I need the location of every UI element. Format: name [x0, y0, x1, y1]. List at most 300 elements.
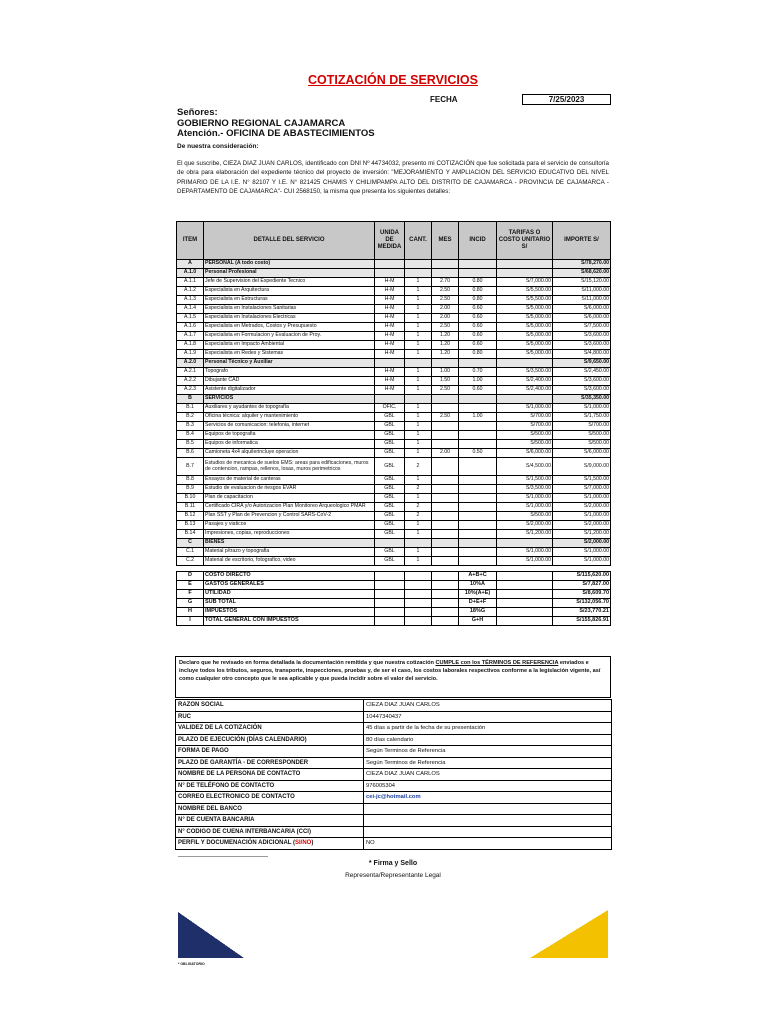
table-cell [459, 485, 497, 494]
table-cell: 1 [405, 476, 432, 485]
info-value: CIEZA DIAZ JUAN CARLOS [364, 700, 612, 712]
table-row [177, 422, 611, 431]
table-cell: S/68,620.00 [553, 269, 611, 278]
table-cell [375, 269, 405, 278]
table-row [177, 386, 611, 395]
intro-paragraph: El que suscribe, CIEZA DIAZ JUAN CARLOS, identificado con DNI Nº 44734032, presento mi COTIZACIÓN que fue solicitada para el servicio de consultoría de obra para elaboración del expediente técnico del proyecto de inversión: "MEJORAMIENTO Y AMPLIACION DEL SERVICIO EDUCATIVO DEL NIVEL PRIMARIO DE LA I.E. N° 82107 Y I.E. N° 821425 CHAMIS Y CHILIMPAMPA ALTO DEL DISTRITO DE CAJAMARCA - PROVINCIA DE CAJAMARCA - DEPARTAMENTO DE CAJAMARCA"- CUI 2568150, la misma que presenta los siguientes detalles: [177, 160, 609, 196]
table-cell: 1.00 [459, 377, 497, 386]
table-cell: S/4,800.00 [553, 350, 611, 359]
table-row [177, 599, 611, 608]
table-cell [432, 503, 459, 512]
table-cell: TOTAL GENERAL CON IMPUESTOS [204, 617, 375, 626]
table-cell [459, 404, 497, 413]
table-cell: 1 [405, 287, 432, 296]
table-cell: Especialista en Formulacion y Evaluacion de Proy. [204, 332, 375, 341]
table-cell [459, 359, 497, 368]
table-cell: S/700.00 [497, 413, 553, 422]
table-cell [459, 530, 497, 539]
table-cell: A.1.1 [177, 278, 204, 287]
table-cell: Camioneta 4x4 alquilerincluye operacion [204, 449, 375, 458]
table-cell: GBL [375, 512, 405, 521]
info-label: N° DE CUENTA BANCARIA [176, 815, 364, 827]
table-cell: S/700.00 [497, 422, 553, 431]
table-cell: S/1,000.00 [497, 557, 553, 566]
table-cell [405, 395, 432, 404]
table-cell: B.11 [177, 503, 204, 512]
table-cell [405, 599, 432, 608]
table-cell [375, 581, 405, 590]
table-cell: S/35,350.00 [553, 395, 611, 404]
table-cell: S/5,000.00 [497, 314, 553, 323]
table-cell: H-M [375, 332, 405, 341]
table-cell: S/1,750.00 [553, 413, 611, 422]
table-cell [375, 599, 405, 608]
table-row [177, 581, 611, 590]
table-cell [459, 503, 497, 512]
table-cell [432, 404, 459, 413]
table-cell: H [177, 608, 204, 617]
table-cell: G [177, 599, 204, 608]
table-cell: Certificado CIRA y/o Autorizacion Plan Monitoreo Arqueologico PMAR [204, 503, 375, 512]
table-cell: 0.50 [459, 449, 497, 458]
table-cell: 1 [405, 440, 432, 449]
table-cell: 0.60 [459, 323, 497, 332]
table-row [177, 260, 611, 269]
table-cell: H-M [375, 305, 405, 314]
table-cell: S/7,000.00 [553, 485, 611, 494]
table-cell [405, 581, 432, 590]
table-cell: Especialista en Metrados, Costos y Presupuesto [204, 323, 375, 332]
table-row [177, 368, 611, 377]
table-cell [405, 539, 432, 548]
table-cell: 1.50 [432, 377, 459, 386]
table-cell: 1 [405, 386, 432, 395]
table-cell: S/1,000.00 [553, 494, 611, 503]
table-cell: 1 [405, 296, 432, 305]
table-cell: Personal Profesional [204, 269, 375, 278]
table-cell [405, 359, 432, 368]
table-cell: S/6,000.00 [553, 305, 611, 314]
table-cell: GBL [375, 422, 405, 431]
table-cell: S/1,000.00 [497, 494, 553, 503]
table-cell: B.7 [177, 458, 204, 476]
table-cell: GASTOS GENERALES [204, 581, 375, 590]
table-cell: Pasajes y viaticos [204, 521, 375, 530]
table-cell: A.1.0 [177, 269, 204, 278]
table-cell: S/2,000.00 [553, 503, 611, 512]
table-cell: GBL [375, 530, 405, 539]
table-cell: S/5,500.00 [497, 287, 553, 296]
info-value: 80 días calendario [364, 734, 612, 746]
table-cell: 0.60 [459, 332, 497, 341]
table-row [177, 377, 611, 386]
table-cell: PERSONAL (A todo costo) [204, 260, 375, 269]
table-cell: S/1,000.00 [497, 404, 553, 413]
table-row [176, 769, 612, 781]
table-row [177, 494, 611, 503]
table-cell: A.1.2 [177, 287, 204, 296]
table-cell: B.13 [177, 521, 204, 530]
table-row [177, 485, 611, 494]
signature-line [178, 856, 268, 857]
fecha-label: FECHA [430, 95, 458, 104]
table-cell: C.2 [177, 557, 204, 566]
table-cell: S/500.00 [497, 440, 553, 449]
table-cell [432, 548, 459, 557]
table-cell: Jefe de Supervision del Expediente Tecnico [204, 278, 375, 287]
table-cell [497, 599, 553, 608]
table-cell: UTILIDAD [204, 590, 375, 599]
table-cell: GBL [375, 548, 405, 557]
table-cell: GBL [375, 521, 405, 530]
table-cell [459, 260, 497, 269]
table-cell [375, 260, 405, 269]
table-row [177, 476, 611, 485]
table-cell [432, 269, 459, 278]
table-cell: S/5,000.00 [497, 323, 553, 332]
table-cell: Equipos de informatica [204, 440, 375, 449]
table-row [176, 700, 612, 712]
table-cell: A.2.1 [177, 368, 204, 377]
table-cell: 0.60 [459, 341, 497, 350]
table-cell: Estudio de evaluacion de riesgos EVAR [204, 485, 375, 494]
table-row [177, 617, 611, 626]
table-row [177, 314, 611, 323]
table-cell: 0.80 [459, 350, 497, 359]
table-row [176, 734, 612, 746]
table-cell: 1 [405, 548, 432, 557]
table-cell: S/2,000.00 [553, 521, 611, 530]
info-label: CORREO ELECTRONICO DE CONTACTO [176, 792, 364, 804]
table-row [177, 269, 611, 278]
table-cell: Oficina técnica: alquiler y mantenimiento [204, 413, 375, 422]
table-cell: GBL [375, 557, 405, 566]
declaration-text-post: enviados e incluye todos los tributos, seguros, transporte, inspecciones, pruebas y, de ser el caso, los costos laborales respectivos conforme a la legislación vigente, así como cualquier otro concepto que le sea aplicable y que pueda incidir sobre el valor del servicio. [179, 660, 601, 683]
table-cell: 2.00 [432, 305, 459, 314]
table-cell: GBL [375, 440, 405, 449]
table-row [177, 548, 611, 557]
table-cell: Personal Técnico y Auxiliar [204, 359, 375, 368]
table-cell: S/5,000.00 [497, 332, 553, 341]
table-cell: GBL [375, 431, 405, 440]
table-cell: S/2,000.00 [497, 521, 553, 530]
table-cell: 1 [405, 530, 432, 539]
table-cell: 1 [405, 368, 432, 377]
info-value [364, 815, 612, 827]
info-value: Según Terminos de Referencia [364, 757, 612, 769]
table-cell: S/1,000.00 [553, 512, 611, 521]
table-cell [405, 608, 432, 617]
table-cell: 10%(A+E) [459, 590, 497, 599]
info-value: cei-jc@hotmail.com [364, 792, 612, 804]
table-cell: Servicios de comunicacion: telefonia, internet [204, 422, 375, 431]
table-cell: 1.00 [432, 368, 459, 377]
table-cell: Ensayos de material de canteras [204, 476, 375, 485]
table-cell: A.1.6 [177, 323, 204, 332]
table-cell: S/2,400.00 [497, 377, 553, 386]
table-cell: 1 [405, 314, 432, 323]
table-cell: C.1 [177, 548, 204, 557]
table-cell: B.3 [177, 422, 204, 431]
info-label: PLAZO DE GARANTÍA - DE CORRESPONDER [176, 757, 364, 769]
table-cell: IMPUESTOS [204, 608, 375, 617]
table-row [177, 590, 611, 599]
table-row [177, 350, 611, 359]
table-cell: 2 [405, 503, 432, 512]
info-label: N° CODIGO DE CUENA INTERBANCARIA (CCI) [176, 826, 364, 838]
table-cell: A.1.8 [177, 341, 204, 350]
table-cell: 1 [405, 278, 432, 287]
table-cell: D [177, 572, 204, 581]
table-cell: 1 [405, 323, 432, 332]
table-cell: S/6,000.00 [553, 314, 611, 323]
table-cell: S/500.00 [553, 440, 611, 449]
table-cell: 0.80 [459, 296, 497, 305]
table-cell [459, 548, 497, 557]
table-row [176, 792, 612, 804]
table-cell [432, 494, 459, 503]
table-cell: H-M [375, 314, 405, 323]
perfil-label-text: PERFIL Y DOCUMENACIÓN ADICIONAL ( [178, 840, 296, 847]
column-header: UNIDA DE MEDIDA [375, 222, 405, 260]
table-cell: Material de escritorio, fotografico, video [204, 557, 375, 566]
table-cell [432, 260, 459, 269]
table-cell: Especialista en Estructuras [204, 296, 375, 305]
table-cell: Asistente digitalizador [204, 386, 375, 395]
table-cell: S/3,600.00 [553, 386, 611, 395]
table-cell: 1 [405, 557, 432, 566]
table-cell: A.2.2 [177, 377, 204, 386]
table-cell: S/1,000.00 [497, 503, 553, 512]
table-cell: 1 [405, 413, 432, 422]
table-cell [432, 485, 459, 494]
table-cell: B.9 [177, 485, 204, 494]
table-cell: S/500.00 [497, 431, 553, 440]
table-cell: 2.50 [432, 386, 459, 395]
table-cell [497, 581, 553, 590]
table-cell: S/7,500.00 [553, 323, 611, 332]
table-cell: 1 [405, 350, 432, 359]
table-cell: H-M [375, 278, 405, 287]
table-cell: B.5 [177, 440, 204, 449]
info-label: RAZON SOCIAL [176, 700, 364, 712]
table-row [176, 803, 612, 815]
table-row [177, 431, 611, 440]
obligatorio-note: * OBLIGATORIO [178, 962, 205, 966]
table-row [177, 287, 611, 296]
column-header: CANT. [405, 222, 432, 260]
table-cell [459, 269, 497, 278]
column-header: ITEM [177, 222, 204, 260]
table-cell: 10%A [459, 581, 497, 590]
table-cell: H-M [375, 323, 405, 332]
info-value: CIEZA DIAZ JUAN CARLOS [364, 769, 612, 781]
table-cell: S/5,000.00 [497, 350, 553, 359]
table-cell: S/4,500.00 [497, 458, 553, 476]
perfil-close: ) [311, 840, 314, 847]
table-row [177, 449, 611, 458]
table-cell: A+B+C [459, 572, 497, 581]
table-cell: Especialista en Instalaciones Electricas [204, 314, 375, 323]
info-label: RUC [176, 711, 364, 723]
table-cell: S/700.00 [553, 422, 611, 431]
table-cell: S/2,450.00 [553, 368, 611, 377]
table-row [177, 440, 611, 449]
table-cell: 0.60 [459, 314, 497, 323]
table-row [177, 572, 611, 581]
table-cell [432, 395, 459, 404]
table-cell [432, 557, 459, 566]
table-cell: 2 [405, 485, 432, 494]
table-cell: 1 [405, 449, 432, 458]
table-cell [375, 539, 405, 548]
table-cell: S/1,000.00 [553, 548, 611, 557]
greeting: De nuestra consideración: [177, 143, 259, 150]
table-cell: S/9,650.00 [553, 359, 611, 368]
table-cell [432, 521, 459, 530]
table-cell: 2.70 [432, 278, 459, 287]
table-cell: 1.20 [432, 332, 459, 341]
info-label: N° DE TELÉFONO DE CONTACTO [176, 780, 364, 792]
table-cell: S/1,500.00 [553, 476, 611, 485]
table-cell: Especialista en Redes y Sistemas [204, 350, 375, 359]
table-cell: Estudios de mecanica de suelos EMS: areas para edificaciones, muros de contencion, rampas, rellenos, losas, muros perimetricos [204, 458, 375, 476]
table-cell: 1 [405, 332, 432, 341]
table-cell [497, 395, 553, 404]
table-cell: S/7,000.00 [497, 278, 553, 287]
table-cell: S/11,000.00 [553, 287, 611, 296]
table-cell: 1.00 [459, 413, 497, 422]
table-cell [432, 572, 459, 581]
table-row [177, 404, 611, 413]
table-cell: B.10 [177, 494, 204, 503]
table-cell: G+H [459, 617, 497, 626]
table-cell [432, 422, 459, 431]
table-cell [459, 458, 497, 476]
table-cell: Plan de capacitacion [204, 494, 375, 503]
table-row [177, 458, 611, 476]
table-cell: S/115,620.00 [553, 572, 611, 581]
table-cell: GBL [375, 476, 405, 485]
table-cell [375, 617, 405, 626]
table-cell: GBL [375, 458, 405, 476]
table-cell: Impresiones, copias, reproducciones [204, 530, 375, 539]
table-cell [497, 359, 553, 368]
table-row [177, 512, 611, 521]
table-cell: S/155,826.91 [553, 617, 611, 626]
table-cell: A.1.3 [177, 296, 204, 305]
table-cell: S/7,827.00 [553, 581, 611, 590]
table-cell: 1 [405, 422, 432, 431]
table-cell: F [177, 590, 204, 599]
table-cell [432, 512, 459, 521]
table-cell: B.4 [177, 431, 204, 440]
table-row [176, 746, 612, 758]
table-cell: S/3,600.00 [553, 332, 611, 341]
contact-info-table [175, 699, 612, 850]
table-cell [497, 260, 553, 269]
table-cell: 1 [405, 305, 432, 314]
table-cell: 2.50 [432, 323, 459, 332]
table-cell: 2.00 [432, 449, 459, 458]
table-cell: S/500.00 [553, 431, 611, 440]
column-header: DETALLE DEL SERVICIO [204, 222, 375, 260]
info-label: NOMBRE DEL BANCO [176, 803, 364, 815]
services-table [176, 221, 611, 626]
table-cell: A [177, 260, 204, 269]
table-cell: 2.50 [432, 413, 459, 422]
table-row [176, 711, 612, 723]
table-cell: 2.00 [432, 314, 459, 323]
table-cell: S/3,500.00 [497, 485, 553, 494]
table-cell: A.2.0 [177, 359, 204, 368]
table-cell [459, 512, 497, 521]
table-cell [459, 422, 497, 431]
table-cell: A.1.4 [177, 305, 204, 314]
table-cell: GBL [375, 413, 405, 422]
table-row [177, 359, 611, 368]
representante-label: Representa/Representante Legal [345, 872, 441, 879]
table-cell: SUB TOTAL [204, 599, 375, 608]
info-label: VALIDEZ DE LA COTIZACIÓN [176, 723, 364, 735]
table-cell: S/11,000.00 [553, 296, 611, 305]
table-cell [432, 581, 459, 590]
table-cell: GBL [375, 494, 405, 503]
table-cell: S/3,600.00 [553, 377, 611, 386]
table-cell: COSTO DIRECTO [204, 572, 375, 581]
table-cell [459, 494, 497, 503]
table-cell: A.1.7 [177, 332, 204, 341]
table-cell: 1 [405, 494, 432, 503]
table-cell [375, 608, 405, 617]
table-cell: A.1.5 [177, 314, 204, 323]
table-cell: B.2 [177, 413, 204, 422]
table-cell: 1 [405, 341, 432, 350]
column-header: TARIFAS O COSTO UNITARIO S/ [497, 222, 553, 260]
table-cell [405, 617, 432, 626]
table-cell [432, 476, 459, 485]
table-cell [375, 359, 405, 368]
organization-name: GOBIERNO REGIONAL CAJAMARCA [177, 117, 346, 129]
table-cell: S/1,000.00 [553, 557, 611, 566]
table-row [177, 530, 611, 539]
table-row [176, 826, 612, 838]
table-cell: S/2,000.00 [553, 539, 611, 548]
table-cell: OFIC. [375, 404, 405, 413]
declaration-cumple: CUMPLE con los TÉRMINOS DE REFERENCIA [435, 660, 559, 666]
table-cell: 0.80 [459, 287, 497, 296]
table-cell [405, 590, 432, 599]
table-cell [497, 590, 553, 599]
table-cell: SERVICIOS [204, 395, 375, 404]
table-cell: GBL [375, 449, 405, 458]
table-cell: B [177, 395, 204, 404]
table-cell: Especialista en Arquitectura [204, 287, 375, 296]
info-value: 10447340437 [364, 711, 612, 723]
table-row [177, 341, 611, 350]
table-row [177, 323, 611, 332]
perfil-label [176, 838, 364, 850]
table-cell: D+E+F [459, 599, 497, 608]
table-cell: S/23,770.21 [553, 608, 611, 617]
table-cell: B.1 [177, 404, 204, 413]
table-cell: I [177, 617, 204, 626]
column-header: INCID [459, 222, 497, 260]
table-cell: S/1,000.00 [553, 404, 611, 413]
table-cell: Equipos de topografia [204, 431, 375, 440]
table-cell [432, 608, 459, 617]
table-cell [405, 572, 432, 581]
